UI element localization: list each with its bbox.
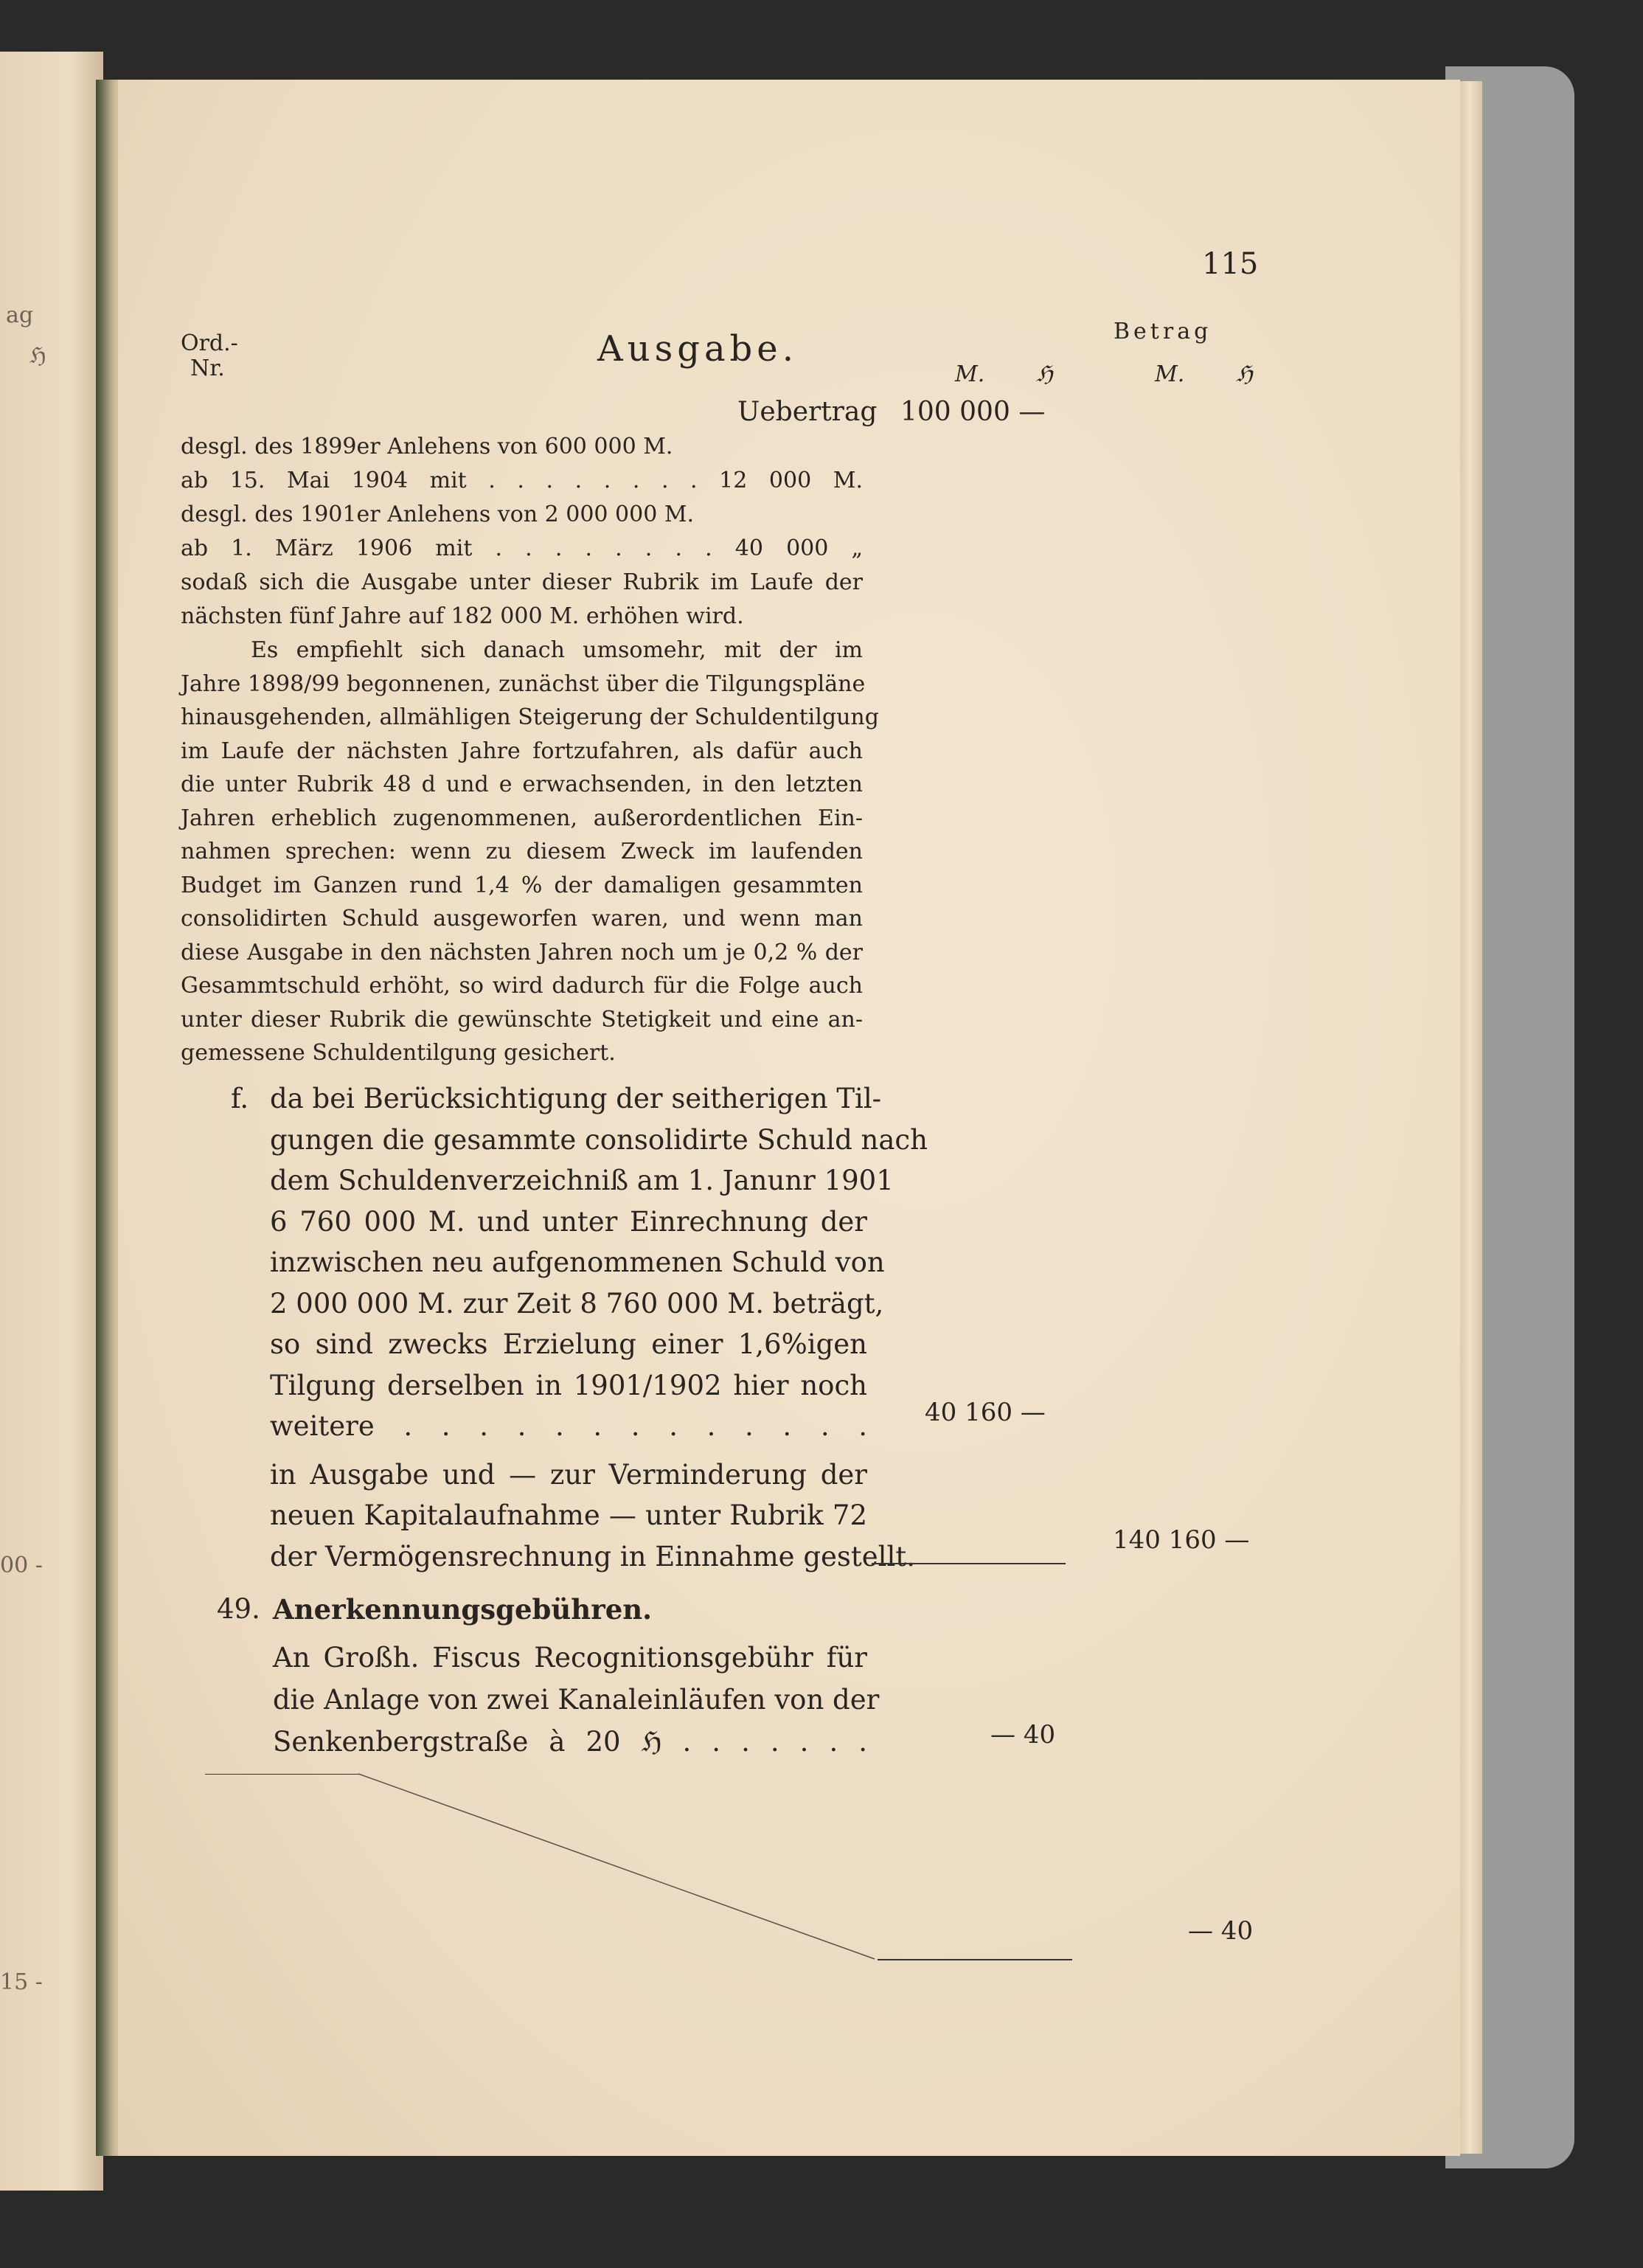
text-line: Es empfiehlt sich danach umsomehr, mit der im: [251, 637, 863, 663]
betrag-header: Betrag: [1114, 319, 1212, 344]
text-line: Tilgung derselben in 1901/1902 hier noch: [270, 1369, 867, 1401]
text-line: nahmen sprechen: wenn zu diesem Zweck im laufenden: [181, 839, 863, 864]
pfennig-mark: ℌ: [1236, 361, 1253, 387]
text-line: im Laufe der nächsten Jahre fortzufahren, als dafür auch: [181, 738, 863, 764]
ord-nr-header: Ord.-: [181, 330, 238, 356]
text-line: unter dieser Rubrik die gewünschte Stetigkeit und eine an-: [181, 1006, 863, 1033]
page-number: 115: [1202, 247, 1259, 281]
text-line: 2 000 000 M. zur Zeit 8 760 000 M. beträgt,: [270, 1287, 884, 1319]
text-line: hinausgehenden, allmähligen Steigerung der Schuldentilgung: [181, 704, 879, 730]
uebertrag-amount: 100 000 —: [900, 397, 1046, 427]
text-line: gemessene Schuldentilgung gesichert.: [181, 1040, 616, 1066]
text-line: Jahren erheblich zugenommenen, außerordentlichen Ein-: [181, 805, 863, 831]
text-line: Jahre 1898/99 begonnenen, zunächst über die Tilgungspläne: [181, 670, 866, 697]
text-line: gungen die gesammte consolidirte Schuld nach: [270, 1123, 928, 1156]
left-page-fragment: 15 -: [0, 1969, 43, 1995]
text-line: in Ausgabe und — zur Verminderung der: [270, 1458, 867, 1491]
text-line: dem Schuldenverzeichniß am 1. Janunr 1901: [270, 1165, 894, 1196]
text-line: Senkenbergstraße à 20 ℌ . . . . . . .: [273, 1726, 867, 1758]
text-line: da bei Berücksichtigung der seitherigen Til-: [270, 1083, 882, 1114]
text-line: ab 1. März 1906 mit . . . . . . . . 40 000 „: [181, 535, 863, 561]
currency-mark: M.: [1155, 361, 1185, 387]
text-line: desgl. des 1899er Anlehens von 600 000 M.: [181, 434, 673, 460]
item-49-number: 49.: [217, 1593, 260, 1625]
text-line: sodaß sich die Ausgabe unter dieser Rubrik im Laufe der: [181, 569, 863, 595]
text-line: nächsten fünf Jahre auf 182 000 M. erhöhen wird.: [181, 603, 744, 629]
item-49-heading: Anerkennungsgebühren.: [273, 1593, 653, 1626]
item-f-amount: 40 160 —: [925, 1398, 1046, 1427]
page-title: Ausgabe.: [597, 328, 798, 370]
text-line: Gesammtschuld erhöht, so wird dadurch für die Folge auch: [181, 973, 863, 999]
text-line: weitere . . . . . . . . . . . . .: [270, 1410, 867, 1442]
text-line: consolidirten Schuld ausgeworfen waren, und wenn man: [181, 906, 863, 932]
item-49-amount: — 40: [990, 1720, 1056, 1749]
text-line: neuen Kapitalaufnahme — unter Rubrik 72: [270, 1499, 867, 1531]
text-line: die unter Rubrik 48 d und e erwachsenden, in den letzten: [181, 771, 863, 797]
item-f-label: f.: [231, 1083, 249, 1114]
sum-rule: [878, 1959, 1072, 1960]
uebertrag-label: Uebertrag: [737, 397, 878, 427]
ord-nr-header: Nr.: [190, 356, 225, 381]
text-line: desgl. des 1901er Anlehens von 2 000 000 M.: [181, 502, 695, 527]
left-page-fragment: 00 -: [0, 1553, 43, 1578]
text-line: die Anlage von zwei Kanaleinläufen von der: [273, 1684, 880, 1716]
currency-mark: M.: [955, 361, 985, 387]
text-line: diese Ausgabe in den nächsten Jahren noch um je 0,2 % der: [181, 939, 863, 965]
text-line: An Großh. Fiscus Recognitionsgebühr für: [273, 1642, 867, 1674]
item-49-total: — 40: [1188, 1916, 1254, 1946]
text-line: inzwischen neu aufgenommenen Schuld von: [270, 1246, 885, 1278]
left-page-fragment: ℌ: [29, 343, 46, 369]
left-page-fragment: ag: [6, 302, 34, 328]
pfennig-mark: ℌ: [1036, 361, 1053, 387]
item-f-total: 140 160 —: [1113, 1525, 1250, 1555]
text-line: Budget im Ganzen rund 1,4 % der damaligen gesammten: [181, 872, 863, 898]
text-line: 6 760 000 M. und unter Einrechnung der: [270, 1205, 867, 1238]
text-line: ab 15. Mai 1904 mit . . . . . . . . 12 000 M.: [181, 468, 863, 493]
text-line: so sind zwecks Erzielung einer 1,6%igen: [270, 1328, 867, 1360]
text-line: der Vermögensrechnung in Einnahme gestellt.: [270, 1540, 915, 1572]
